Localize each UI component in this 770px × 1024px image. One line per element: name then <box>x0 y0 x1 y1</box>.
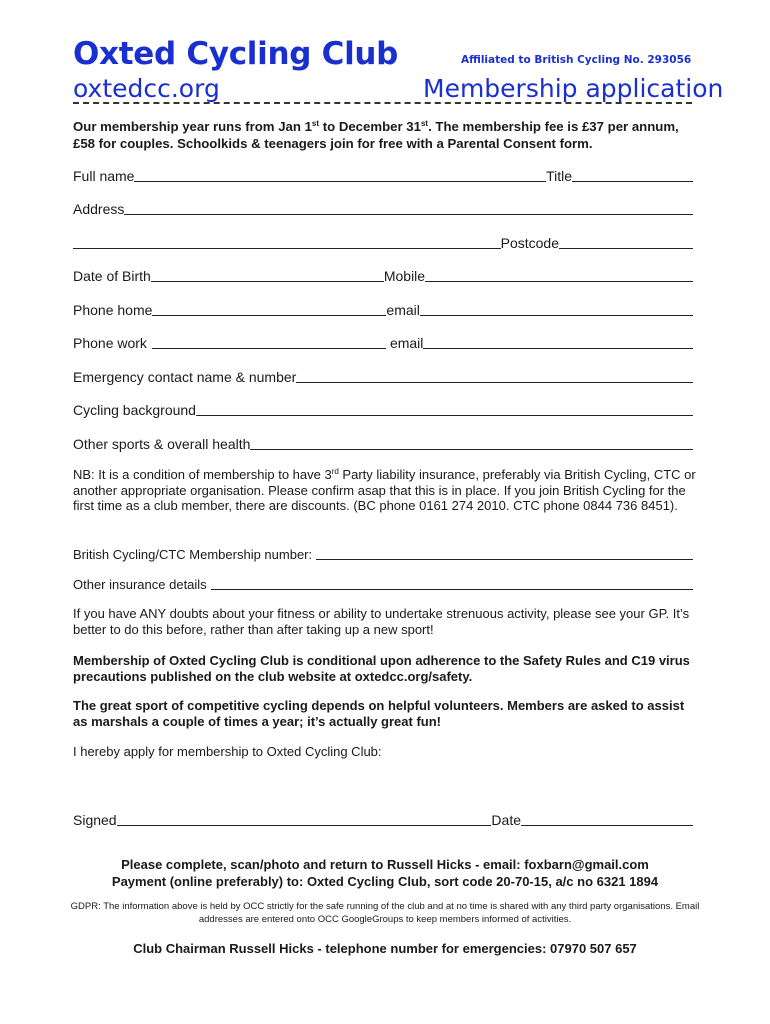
intro-text: to December 31 <box>319 119 421 134</box>
intro-text: Our membership year runs from Jan 1 <box>73 119 312 134</box>
club-name: Oxted Cycling Club <box>73 36 399 72</box>
mobile-field[interactable] <box>425 268 693 282</box>
other-sports-row <box>73 434 693 452</box>
other-sports-field[interactable] <box>250 436 693 450</box>
club-website: oxtedcc.org <box>73 74 220 103</box>
intro-text: . The membership fee is £37 per annum, £58 for couples. Schoolkids & teenagers join for free with a Parental Consent form. <box>73 119 679 151</box>
email-label: email <box>386 302 420 318</box>
address-label: Address <box>73 201 125 217</box>
signature-field[interactable] <box>117 812 492 826</box>
other-insurance-label: Other insurance details <box>73 577 207 592</box>
signed-label: Signed <box>73 812 117 828</box>
emergency-contact-label: Emergency contact name & number <box>73 369 297 385</box>
gdpr-notice: GDPR: The information above is held by OCC strictly for the safe running of the club and at no time is shared with any third party organisations. Email addresses are entered onto OCC GoogleGroups to keep members informed of activities. <box>70 901 700 925</box>
full-name-label: Full name <box>73 168 135 184</box>
cycling-background-row <box>73 400 693 418</box>
title-field[interactable] <box>572 168 693 182</box>
chairman-contact: Club Chairman Russell Hicks - telephone number for emergencies: 07970 507 657 <box>133 941 637 956</box>
address-field[interactable] <box>124 201 693 215</box>
other-insurance-field[interactable] <box>211 576 693 590</box>
return-line: Please complete, scan/photo and return to Russell Hicks - email: foxbarn@gmail.com <box>121 857 649 872</box>
insurance-note-text: Party liability insurance, preferably via British Cycling, CTC or another appropriate organisation. Please confirm asap that this is in place. If you join British Cycling for the first time as a club member, there are discounts. (BC phone 0161 274 2010. CTC phone 0844 736 8451). <box>73 467 696 513</box>
address-row <box>73 199 693 217</box>
membership-number-row <box>73 544 693 562</box>
mobile-label: Mobile <box>383 268 426 284</box>
phone-work-field[interactable] <box>152 335 386 349</box>
return-instructions <box>60 856 710 890</box>
intro-superscript: st <box>420 119 429 128</box>
work-email-label: email <box>389 335 424 351</box>
payment-line: Payment (online preferably) to: Oxted Cycling Club, sort code 20-70-15, a/c no 6321 1894 <box>111 874 659 889</box>
document-title: Membership application <box>423 74 724 103</box>
date-label: Date <box>491 812 521 828</box>
title-label: Title <box>546 168 572 184</box>
signature-row <box>73 810 693 828</box>
other-sports-label: Other sports & overall health <box>73 436 251 452</box>
dob-mobile-row <box>73 266 693 284</box>
emergency-contact-field[interactable] <box>296 369 693 383</box>
email-field[interactable] <box>420 302 693 316</box>
header-divider <box>73 102 692 104</box>
declaration-text: I hereby apply for membership to Oxted Cycling Club: <box>73 744 382 759</box>
phone-work-row <box>73 333 693 351</box>
membership-intro <box>73 118 698 152</box>
insurance-note <box>73 467 698 514</box>
insurance-note-text: NB: It is a condition of membership to have 3 <box>73 467 332 482</box>
full-name-row <box>73 166 693 184</box>
cycling-background-field[interactable] <box>196 402 693 416</box>
emergency-contact-row <box>73 367 693 385</box>
other-insurance-row <box>73 574 693 592</box>
insurance-superscript: rd <box>331 467 339 476</box>
phone-home-field[interactable] <box>152 302 386 316</box>
phone-home-row <box>73 300 693 318</box>
work-email-field[interactable] <box>423 335 693 349</box>
safety-note: Membership of Oxted Cycling Club is conditional upon adherence to the Safety Rules and C19 virus precautions published on the club website at oxtedcc.org/safety. <box>73 653 690 684</box>
phone-work-label: Phone work <box>73 335 147 351</box>
phone-home-label: Phone home <box>73 302 153 318</box>
date-field[interactable] <box>521 812 693 826</box>
membership-number-label: British Cycling/CTC Membership number: <box>73 547 313 562</box>
date-of-birth-label: Date of Birth <box>73 268 151 284</box>
intro-superscript: st <box>311 119 320 128</box>
cycling-background-label: Cycling background <box>73 402 196 418</box>
address-line-2-field[interactable] <box>73 235 501 249</box>
postcode-field[interactable] <box>559 235 693 249</box>
postcode-label: Postcode <box>500 235 559 251</box>
membership-number-field[interactable] <box>316 546 693 560</box>
date-of-birth-field[interactable] <box>151 268 384 282</box>
fitness-note: If you have ANY doubts about your fitness or ability to undertake strenuous activity, please see your GP. It’s better to do this before, rather than after taking up a new sport! <box>73 606 690 637</box>
full-name-field[interactable] <box>134 168 546 182</box>
affiliation-note: Affiliated to British Cycling No. 293056 <box>461 54 692 66</box>
address-postcode-row <box>73 233 693 251</box>
volunteer-note: The great sport of competitive cycling depends on helpful volunteers. Members are asked to assist as marshals a couple of times a year; it’s actually great fun! <box>73 698 685 729</box>
